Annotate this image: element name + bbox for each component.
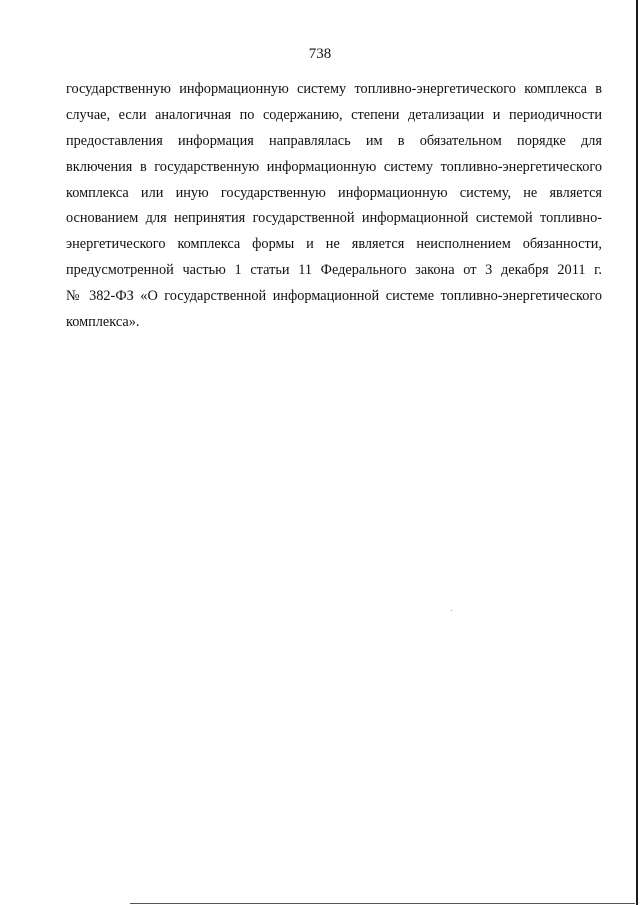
text-line: энергетического комплекса формы и не является неисполнением обязанности, [66,236,602,253]
text-line: включения в государственную информационную систему топливно-энергетического [66,158,602,175]
text-line: предоставления информация направлялась им в обязательном порядке для [66,132,602,149]
text-line: основанием для непринятия государственной информационной системой топливно- [66,210,602,227]
body-paragraph [66,80,602,339]
scan-edge-bottom [130,903,635,904]
text-line: № 382-ФЗ «О государственной информационной системе топливно-энергетического [66,288,602,305]
scan-speck [451,610,452,611]
page-number: 738 [308,46,332,62]
text-line: комплекса». [66,314,140,331]
text-line: случае, если аналогичная по содержанию, степени детализации и периодичности [66,106,602,123]
text-line: комплекса или иную государственную информационную систему, не является [66,184,602,201]
text-line: предусмотренной частью 1 статьи 11 Федерального закона от 3 декабря 2011 г. [66,262,602,279]
text-line: государственную информационную систему топливно-энергетического комплекса в [66,81,602,97]
scan-edge-right [636,0,638,905]
